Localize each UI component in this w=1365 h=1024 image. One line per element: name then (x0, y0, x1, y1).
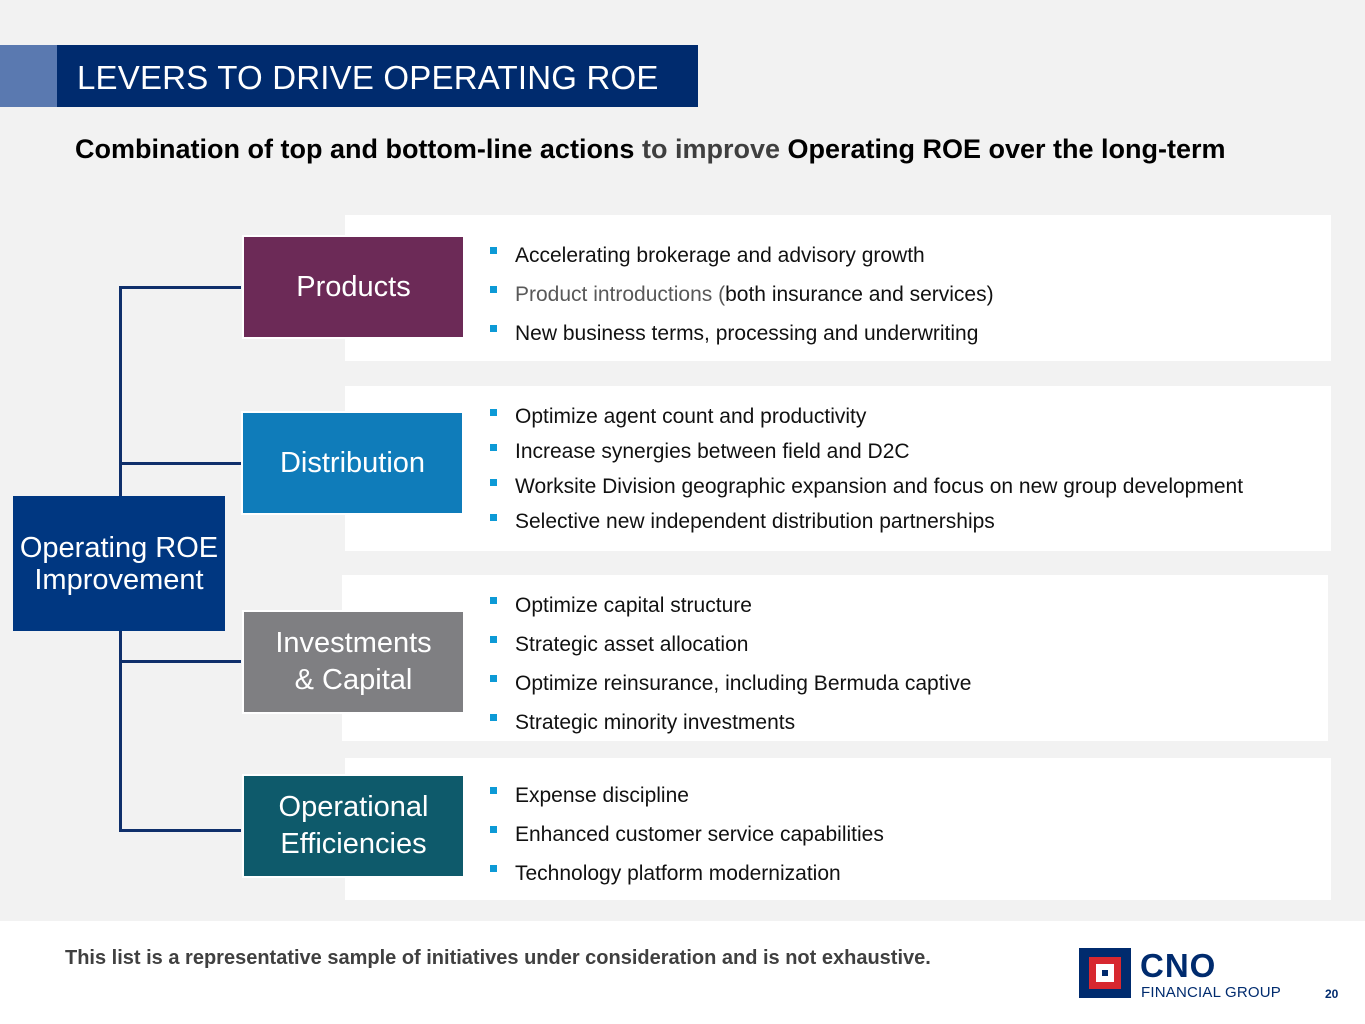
lever-products: Products (244, 237, 463, 337)
subtitle-part-2: to improve (641, 134, 780, 164)
title-accent-bar (0, 45, 57, 107)
bullet-square-icon (490, 826, 497, 833)
connector-investments (119, 660, 241, 663)
list-item: Enhanced customer service capabilities (490, 815, 884, 854)
bullet-square-icon (490, 409, 497, 416)
list-item: Accelerating brokerage and advisory growth (490, 236, 994, 275)
connector-distribution (119, 462, 241, 465)
bullet-square-icon (490, 675, 497, 682)
list-item: Optimize capital structure (490, 586, 971, 625)
list-item: Technology platform modernization (490, 854, 884, 893)
distribution-bullets (490, 399, 1243, 539)
list-item: Selective new independent distribution partnerships (490, 504, 1243, 539)
logo-name: CNO (1140, 947, 1217, 984)
list-item: Strategic minority investments (490, 703, 971, 742)
list-item: Optimize agent count and productivity (490, 399, 1243, 434)
list-item: New business terms, processing and underwriting (490, 314, 994, 353)
lever-investments-capital: Investments & Capital (244, 612, 463, 712)
bullet-square-icon (490, 444, 497, 451)
bullet-square-icon (490, 865, 497, 872)
logo-subtitle: FINANCIAL GROUP (1141, 984, 1281, 1001)
list-item: Expense discipline (490, 776, 884, 815)
page-title: LEVERS TO DRIVE OPERATING ROE (77, 59, 659, 96)
list-item: Product introductions (both insurance and services) (490, 275, 994, 314)
subtitle (75, 134, 1226, 165)
bullet-square-icon (490, 597, 497, 604)
products-bullets (490, 236, 994, 353)
connector-operational (119, 829, 241, 832)
subtitle-part-1: Combination of top and bottom-line actions (75, 134, 642, 164)
operational-bullets (490, 776, 884, 893)
bullet-square-icon (490, 247, 497, 254)
cno-logo-icon (1079, 948, 1131, 998)
subtitle-part-3: Operating ROE over the long-term (779, 134, 1226, 164)
page-number: 20 (1325, 987, 1339, 1001)
bullet-square-icon (490, 514, 497, 521)
lever-operational-efficiencies: Operational Efficiencies (244, 776, 463, 876)
title-banner (57, 45, 698, 107)
list-item: Optimize reinsurance, including Bermuda captive (490, 664, 971, 703)
connector-products (119, 286, 241, 289)
list-item: Worksite Division geographic expansion and focus on new group development (490, 469, 1243, 504)
bullet-square-icon (490, 787, 497, 794)
lever-distribution: Distribution (243, 413, 462, 513)
bullet-square-icon (490, 479, 497, 486)
bullet-square-icon (490, 636, 497, 643)
list-item: Increase synergies between field and D2C (490, 434, 1243, 469)
bullet-square-icon (490, 714, 497, 721)
root-box: Operating ROE Improvement (13, 496, 225, 631)
list-item: Strategic asset allocation (490, 625, 971, 664)
bullet-square-icon (490, 286, 497, 293)
investments-bullets (490, 586, 971, 742)
footnote: This list is a representative sample of initiatives under consideration and is not exhaustive. (65, 947, 931, 969)
bullet-square-icon (490, 325, 497, 332)
